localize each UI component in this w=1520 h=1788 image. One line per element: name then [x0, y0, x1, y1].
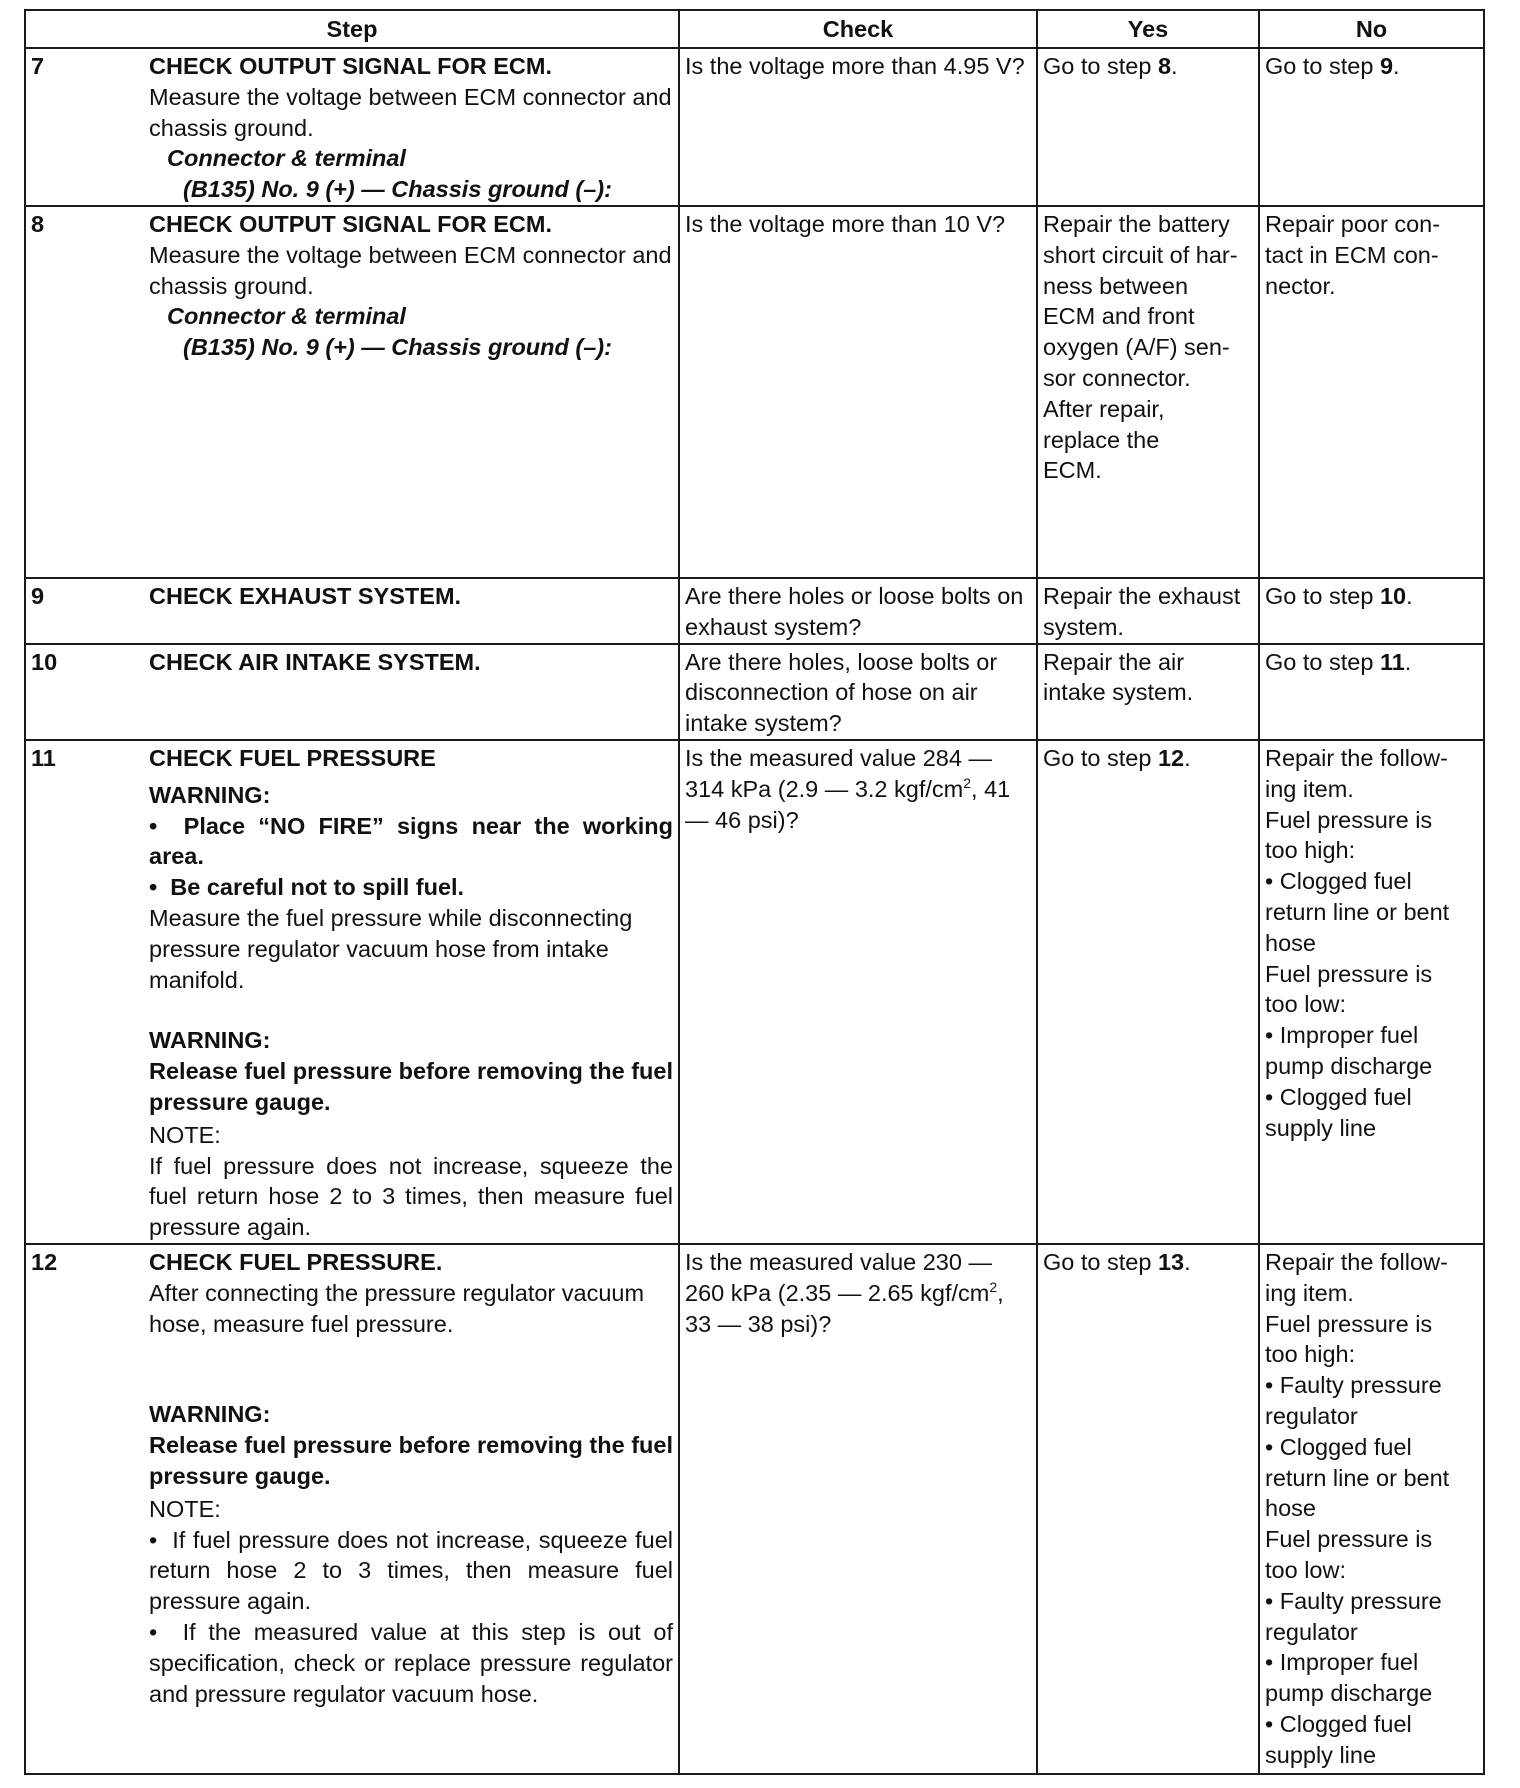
warning-text: Release fuel pressure before removing the fuel pressure gauge.: [149, 1058, 673, 1115]
no-line: Repair poor con-: [1265, 210, 1441, 237]
bullet-icon: •: [149, 812, 184, 839]
step-cell: [25, 48, 679, 206]
step-title: CHECK AIR INTAKE SYSTEM.: [149, 648, 481, 675]
yes-line: short circuit of har-: [1043, 241, 1238, 268]
header-row: [25, 10, 1484, 48]
no-cell: [1259, 644, 1484, 740]
step-title: CHECK EXHAUST SYSTEM.: [149, 582, 462, 609]
connector-value: (B135) No. 9 (+) — Chassis ground (–):: [183, 334, 612, 361]
check-cell: Is the voltage more than 10 V?: [679, 206, 1037, 578]
check-cell: Is the voltage more than 4.95 V?: [679, 48, 1037, 206]
warning-text: Release fuel pressure before removing the fuel pressure gauge.: [149, 1432, 673, 1489]
step-cell: [25, 1244, 679, 1774]
no-cell: [1259, 48, 1484, 206]
no-text: Go to step: [1265, 582, 1380, 609]
step-number: 8: [31, 210, 45, 237]
check-text: Is the measured value 230 — 260 kPa (2.35 — 2.65 kgf/cm: [685, 1248, 992, 1306]
check-superscript: 2: [963, 774, 972, 791]
yes-line: sor connector.: [1043, 364, 1191, 391]
yes-line: ness between: [1043, 272, 1189, 299]
step-title: CHECK FUEL PRESSURE.: [149, 1248, 443, 1275]
check-text-tail: , 41 — 46 psi)?: [685, 775, 1011, 833]
yes-line: ECM.: [1043, 457, 1102, 484]
yes-text: Go to step: [1043, 1248, 1158, 1275]
no-cell: [1259, 578, 1484, 644]
no-line: • Clogged fuel: [1265, 1083, 1412, 1110]
table-row: [25, 1244, 1484, 1774]
header-step: Step: [25, 10, 679, 48]
check-cell: [679, 740, 1037, 1244]
no-line: hose: [1265, 1495, 1316, 1522]
warning-bullet-text: Place “NO FIRE” signs near the working area.: [149, 812, 673, 870]
no-step-ref: 9: [1379, 53, 1394, 79]
bullet-icon: •: [149, 874, 171, 901]
step-title: CHECK FUEL PRESSURE: [149, 744, 436, 771]
yes-step-ref: 12: [1157, 744, 1185, 771]
step-number: 9: [31, 582, 45, 609]
no-line: • Faulty pressure: [1265, 1372, 1442, 1399]
no-line: tact in ECM con-: [1265, 241, 1439, 268]
yes-cell: [1037, 206, 1259, 578]
yes-line: After repair,: [1043, 395, 1165, 422]
no-step-ref: 11: [1379, 648, 1405, 675]
yes-line: oxygen (A/F) sen-: [1043, 334, 1230, 361]
no-line: supply line: [1265, 1114, 1377, 1141]
connector-label: Connector & terminal: [167, 303, 406, 330]
note-bullet: [149, 1525, 673, 1617]
connector-value: (B135) No. 9 (+) — Chassis ground (–):: [183, 176, 612, 203]
table-row: [25, 644, 1484, 740]
no-line: nector.: [1265, 272, 1336, 299]
diagnostic-table: [24, 9, 1485, 1775]
no-line: hose: [1265, 929, 1316, 956]
step-cell: [25, 644, 679, 740]
no-text: Go to step: [1265, 648, 1380, 675]
header-check: Check: [679, 10, 1037, 48]
yes-cell: [1037, 1244, 1259, 1774]
note-bullet-text: If fuel pressure does not increase, squeeze fuel return hose 2 to 3 times, then measure fuel pressure again.: [149, 1526, 673, 1615]
step-description: After connecting the pressure regulator vacuum hose, measure fuel pressure.: [149, 1279, 645, 1337]
warning-label: WARNING:: [149, 1401, 271, 1428]
no-line: too high:: [1265, 837, 1356, 864]
warning-label: WARNING:: [149, 781, 271, 808]
no-line: regulator: [1265, 1402, 1358, 1429]
no-cell: [1259, 740, 1484, 1244]
note-label: NOTE:: [149, 1495, 221, 1522]
yes-text: Go to step: [1043, 744, 1158, 771]
warning-label: WARNING:: [149, 1027, 271, 1054]
no-line: • Improper fuel: [1265, 1649, 1419, 1676]
no-suffix: .: [1393, 53, 1400, 79]
no-line: • Clogged fuel: [1265, 1433, 1412, 1460]
no-text: Go to step: [1265, 53, 1380, 79]
yes-text: Go to step: [1043, 53, 1158, 79]
no-line: Fuel pressure is: [1265, 1310, 1433, 1337]
step-cell: [25, 578, 679, 644]
table-row: [25, 48, 1484, 206]
yes-line: ECM and front: [1043, 303, 1195, 330]
check-cell: Are there holes or loose bolts on exhaust system?: [679, 578, 1037, 644]
step-title: CHECK OUTPUT SIGNAL FOR ECM.: [149, 53, 552, 79]
check-cell: Are there holes, loose bolts or disconnection of hose on air intake system?: [679, 644, 1037, 740]
no-line: Fuel pressure is: [1265, 806, 1433, 833]
yes-line: Repair the battery: [1043, 210, 1230, 237]
note-text: If fuel pressure does not increase, squeeze the fuel return hose 2 to 3 times, then measure fuel pressure again.: [149, 1152, 673, 1241]
warning-bullet: [149, 872, 673, 903]
no-line: Fuel pressure is: [1265, 1526, 1433, 1553]
no-line: Fuel pressure is: [1265, 960, 1433, 987]
table-row: [25, 206, 1484, 578]
step-number: 7: [31, 53, 45, 79]
step-number: 10: [31, 648, 58, 675]
no-suffix: .: [1406, 582, 1413, 609]
connector-label: Connector & terminal: [167, 145, 406, 172]
table-row: [25, 740, 1484, 1244]
bullet-icon: •: [149, 1618, 183, 1645]
note-label: NOTE:: [149, 1121, 221, 1148]
bullet-icon: •: [149, 1526, 173, 1553]
no-line: • Clogged fuel: [1265, 868, 1412, 895]
no-line: too low:: [1265, 991, 1346, 1018]
no-line: too low:: [1265, 1556, 1346, 1583]
yes-step-ref: 8: [1157, 53, 1172, 79]
yes-suffix: .: [1184, 1248, 1191, 1275]
header-yes: Yes: [1037, 10, 1259, 48]
step-cell: [25, 740, 679, 1244]
warning-bullet-text: Be careful not to spill fuel.: [170, 874, 465, 901]
note-bullet-text: If the measured value at this step is out of specification, check or replace pressure regulator and pressure regulator vacuum hose.: [149, 1618, 673, 1707]
no-cell: [1259, 206, 1484, 578]
no-line: too high:: [1265, 1341, 1356, 1368]
warning-bullet: [149, 811, 673, 873]
no-line: return line or bent: [1265, 1464, 1450, 1491]
step-number: 12: [31, 1248, 58, 1275]
step-cell: [25, 206, 679, 578]
no-line: • Improper fuel: [1265, 1022, 1419, 1049]
no-suffix: .: [1404, 648, 1412, 675]
yes-line: replace the: [1043, 426, 1160, 453]
no-step-ref: 10: [1379, 582, 1407, 609]
check-text: Is the measured value 284 — 314 kPa (2.9 — 3.2 kgf/cm: [685, 744, 992, 802]
yes-cell: [1037, 48, 1259, 206]
yes-cell: [1037, 740, 1259, 1244]
yes-step-ref: 13: [1157, 1248, 1185, 1275]
no-line: pump discharge: [1265, 1052, 1433, 1079]
step-description: Measure the voltage between ECM connector and chassis ground.: [149, 83, 672, 141]
no-line: supply line: [1265, 1741, 1377, 1768]
no-line: ing item.: [1265, 1279, 1354, 1306]
step-description: Measure the fuel pressure while disconnecting pressure regulator vacuum hose from intake manifold.: [149, 904, 633, 993]
check-text-tail: , 33 — 38 psi)?: [685, 1279, 1004, 1337]
yes-suffix: .: [1171, 53, 1178, 79]
check-superscript: 2: [989, 1278, 998, 1295]
step-title: CHECK OUTPUT SIGNAL FOR ECM.: [149, 210, 552, 237]
no-line: • Faulty pressure: [1265, 1587, 1442, 1614]
no-line: return line or bent: [1265, 898, 1450, 925]
note-bullet: [149, 1617, 673, 1709]
no-line: ing item.: [1265, 775, 1354, 802]
yes-suffix: .: [1184, 744, 1191, 771]
no-line: Repair the follow-: [1265, 744, 1448, 771]
yes-cell: Repair the exhaust system.: [1037, 578, 1259, 644]
no-cell: [1259, 1244, 1484, 1774]
no-line: pump discharge: [1265, 1680, 1433, 1707]
header-no: No: [1259, 10, 1484, 48]
no-line: Repair the follow-: [1265, 1248, 1448, 1275]
no-line: regulator: [1265, 1618, 1358, 1645]
table-row: [25, 578, 1484, 644]
check-cell: [679, 1244, 1037, 1774]
step-number: 11: [31, 744, 56, 771]
step-description: Measure the voltage between ECM connector and chassis ground.: [149, 241, 672, 299]
no-line: • Clogged fuel: [1265, 1710, 1412, 1737]
yes-cell: Repair the air intake system.: [1037, 644, 1259, 740]
